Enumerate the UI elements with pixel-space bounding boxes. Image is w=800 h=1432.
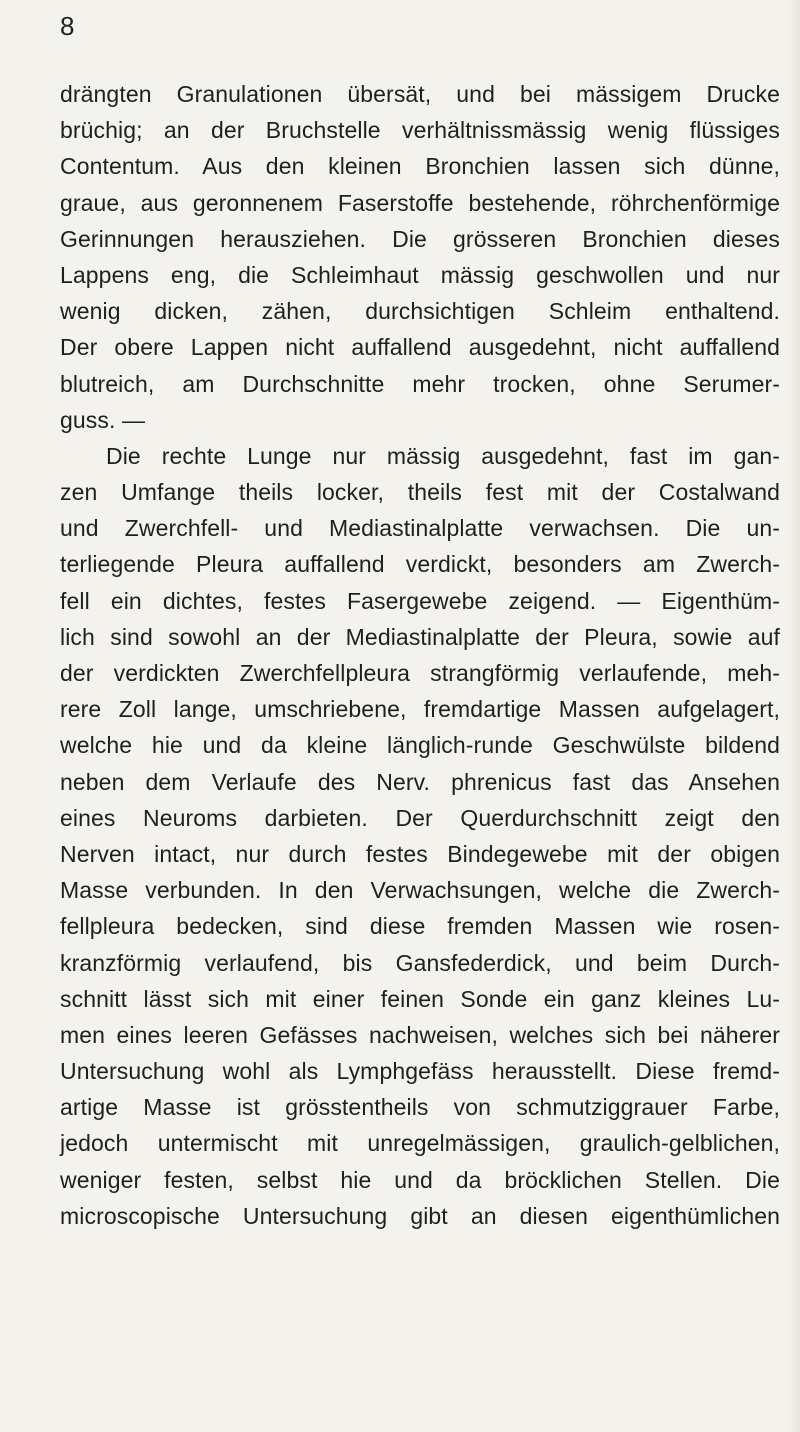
text-line: lich sind sowohl an der Mediastinalplatte der Pleura, sowie auf	[60, 623, 780, 650]
text-line: schnitt lässt sich mit einer feinen Sonde ein ganz kleines Lu-	[60, 985, 780, 1012]
text-line: Die rechte Lunge nur mässig ausgedehnt, fast im gan-	[106, 442, 780, 469]
text-line: brüchig; an der Bruchstelle verhältnissmässig wenig flüssiges	[60, 117, 780, 144]
text-line: fellpleura bedecken, sind diese fremden Massen wie rosen-	[60, 913, 780, 940]
text-line: Nerven intact, nur durch festes Bindegewebe mit der obigen	[60, 840, 780, 867]
text-line: men eines leeren Gefässes nachweisen, welches sich bei näherer	[60, 1021, 780, 1048]
text-line: jedoch untermischt mit unregelmässigen, graulich-gelblichen,	[60, 1130, 780, 1157]
text-line: artige Masse ist grösstentheils von schmutziggrauer Farbe,	[60, 1094, 780, 1121]
text-line: microscopische Untersuchung gibt an diesen eigenthümlichen	[60, 1202, 780, 1229]
text-line: rere Zoll lange, umschriebene, fremdartige Massen aufgelagert,	[60, 696, 780, 723]
text-line: guss. —	[60, 406, 146, 433]
page-edge-shadow	[786, 0, 800, 1432]
text-line: weniger festen, selbst hie und da bröcklichen Stellen. Die	[60, 1166, 780, 1193]
text-line: blutreich, am Durchschnitte mehr trocken, ohne Serumer-	[60, 370, 780, 397]
text-line: drängten Granulationen übersät, und bei mässigem Drucke	[60, 81, 780, 107]
text-line: Contentum. Aus den kleinen Bronchien lassen sich dünne,	[60, 153, 780, 180]
text-line: graue, aus geronnenem Faserstoffe bestehende, röhrchenförmige	[60, 189, 780, 216]
text-line: kranzförmig verlaufend, bis Gansfederdick, und beim Durch-	[60, 949, 780, 976]
text-line: wenig dicken, zähen, durchsichtigen Schleim enthaltend.	[60, 298, 780, 325]
text-line: fell ein dichtes, festes Fasergewebe zeigend. — Eigenthüm-	[60, 587, 780, 614]
text-line: terliegende Pleura auffallend verdickt, besonders am Zwerch-	[60, 551, 780, 578]
text-line: Lappens eng, die Schleimhaut mässig geschwollen und nur	[60, 261, 780, 288]
text-line: zen Umfange theils locker, theils fest mit der Costalwand	[60, 479, 780, 506]
text-line: Masse verbunden. In den Verwachsungen, welche die Zwerch-	[60, 877, 780, 904]
text-line: welche hie und da kleine länglich-runde Geschwülste bildend	[60, 732, 780, 759]
body-text	[60, 76, 780, 1234]
text-line: neben dem Verlaufe des Nerv. phrenicus fast das Ansehen	[60, 768, 780, 795]
text-line: Untersuchung wohl als Lymphgefäss herausstellt. Diese fremd-	[60, 1058, 780, 1085]
page-number: 8	[60, 11, 75, 41]
text-line: Der obere Lappen nicht auffallend ausgedehnt, nicht auffallend	[60, 334, 780, 361]
text-line: und Zwerchfell- und Mediastinalplatte verwachsen. Die un-	[60, 515, 780, 542]
text-line: der verdickten Zwerchfellpleura strangförmig verlaufende, meh-	[60, 660, 780, 686]
text-line: eines Neuroms darbieten. Der Querdurchschnitt zeigt den	[60, 804, 780, 831]
text-line: Gerinnungen herausziehen. Die grösseren Bronchien dieses	[60, 225, 780, 252]
